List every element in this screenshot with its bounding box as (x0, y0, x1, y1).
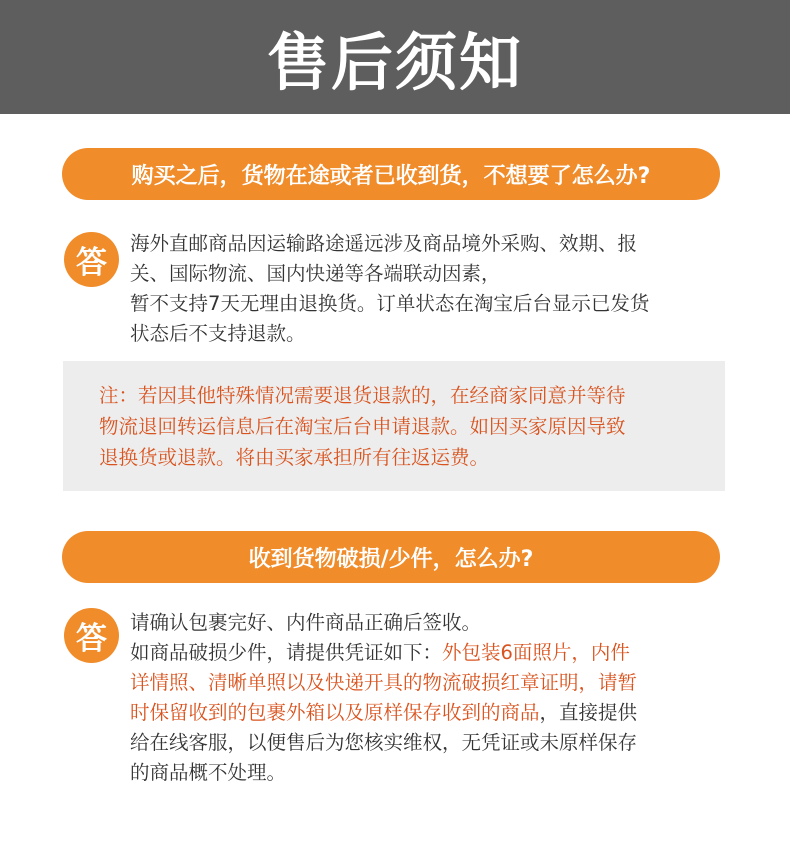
answer-text-2 (130, 608, 720, 788)
answer-line: 暂不支持7天无理由退换货。订单状态在淘宝后台显示已发货 (130, 292, 650, 315)
question-banner-2: 收到货物破损/少件，怎么办? (62, 531, 720, 583)
answer-line (130, 698, 720, 728)
answer-line-normal: ，直接提供 (539, 701, 638, 724)
answer-line: 关、国际物流、国内快递等各端联动因素， (130, 262, 501, 285)
answer-line-highlight: 外包装6面照片，内件 (442, 641, 630, 664)
answer-line-highlight: 详情照、清晰单照以及快递开具的物流破损红章证明，请暂 (130, 671, 638, 694)
page-title: 售后须知 (266, 25, 523, 99)
answer-line: 请确认包裹完好、内件商品正确后签收。 (130, 611, 482, 634)
answer-line: 给在线客服，以便售后为您核实维权，无凭证或未原样保存 (130, 731, 638, 754)
question-banner-1: 购买之后，货物在途或者已收到货，不想要了怎么办? (62, 148, 720, 200)
note-line: 注：若因其他特殊情况需要退货退款的，在经商家同意并等待 (99, 384, 626, 407)
answer-line: 的商品概不处理。 (130, 761, 287, 784)
note-line: 退换货或退款。将由买家承担所有往返运费。 (99, 446, 490, 469)
answer-line: 状态后不支持退款。 (130, 322, 306, 345)
answer-line-normal: 如商品破损少件，请提供凭证如下： (130, 641, 443, 664)
page-header (0, 0, 790, 114)
answer-line-highlight: 时保留收到的包裹外箱以及原样保存收到的商品 (130, 701, 540, 724)
note-line: 物流退回转运信息后在淘宝后台申请退款。如因买家原因导致 (99, 415, 626, 438)
answer-badge-1: 答 (64, 232, 119, 287)
note-text (99, 380, 709, 473)
answer-line: 海外直邮商品因运输路途遥远涉及商品境外采购、效期、报 (130, 232, 638, 255)
answer-text-1 (130, 229, 720, 349)
answer-line (130, 638, 720, 668)
answer-badge-2: 答 (64, 608, 119, 663)
